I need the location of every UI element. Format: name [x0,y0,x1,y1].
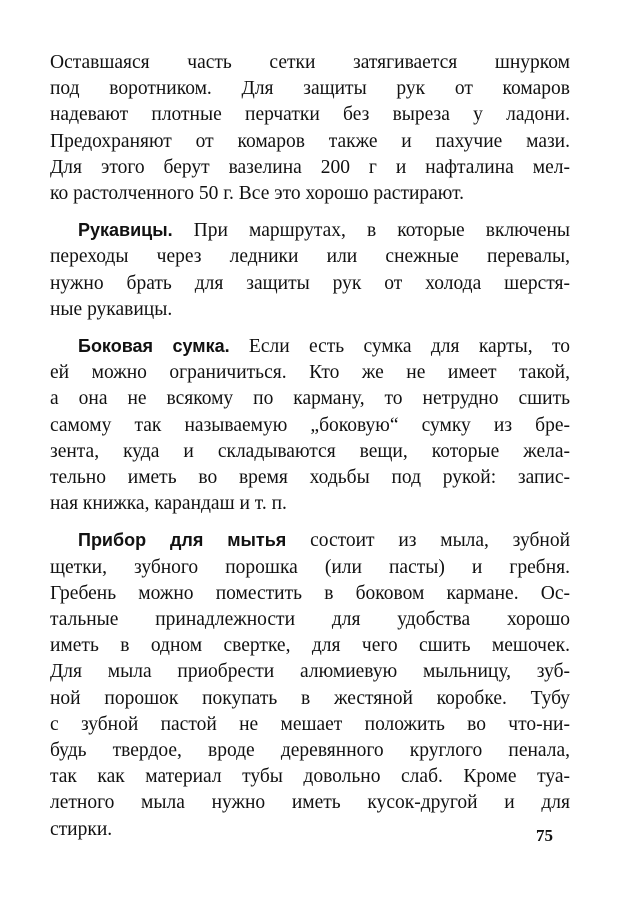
section-heading-washing-kit: Прибор для мытья [78,530,287,551]
text-line: состоит из мыла, зубной [286,530,571,552]
text-line: а она не всякому по карману, то нетрудно сшить [50,388,570,410]
text-line-first [50,527,570,554]
text-line: Оставшаяся часть сетки затягивается шнурком [50,52,570,73]
text-line: нужно брать для защиты рук от холода шерстя- [50,272,570,294]
text-line: щетки, зубного порошка (или пасты) и гребня. [50,556,570,578]
text-line-first [50,333,570,360]
paragraph-mosquito-protection [50,50,570,207]
section-heading-mittens: Рукавицы. [78,220,173,241]
text-line: летного мыла нужно иметь кусок-другой и для [50,792,570,814]
text-line: ей можно ограничиться. Кто же не имеет такой, [50,362,570,384]
paragraph-washing-kit [50,527,570,842]
text-line: ная книжка, карандаш и т. п. [50,493,287,515]
text-line: Предохраняют от комаров также и пахучие мази. [50,130,570,152]
page-number: 75 [536,826,553,845]
paragraph-mittens [50,217,570,323]
text-line: стирки. [50,818,113,840]
text-line: иметь в одном свертке, для чего сшить мешочек. [50,635,570,657]
text-line: будь твердое, вроде деревянного круглого пенала, [50,740,570,762]
text-line: Для этого берут вазелина 200 г и нафталина мел- [50,156,570,178]
text-line: Для мыла приобрести алюмиевую мыльницу, зуб- [50,661,570,683]
text-line: надевают плотные перчатки без выреза у ладони. [50,104,570,126]
text-line: тельно иметь во время ходьбы под рукой: запис- [50,467,570,489]
text-line: самому так называемую „боковую“ сумку из бре- [50,414,570,436]
section-heading-side-bag: Боковая сумка. [78,336,230,357]
text-line: с зубной пастой не мешает положить во что-ни- [50,713,570,735]
paragraph-side-bag [50,333,570,517]
text-line: переходы через ледники или снежные перевалы, [50,246,570,268]
text-line: тальные принадлежности для удобства хорошо [50,609,570,631]
text-line: ной порошок покупать в жестяной коробке. Тубу [50,687,570,709]
text-line: зента, куда и складываются вещи, которые жела- [50,440,570,462]
text-line-first [50,217,570,244]
text-line: При маршрутах, в которые включены [172,220,570,242]
text-line: Если есть сумка для карты, то [229,336,570,358]
page-body [50,50,570,853]
text-line: Гребень можно поместить в боковом кармане. Ос- [50,582,570,604]
text-line: ные рукавицы. [50,298,173,320]
text-line: под воротником. Для защиты рук от комаров [50,78,570,100]
text-line: ко растолченного 50 г. Все это хорошо растирают. [50,183,465,205]
text-line: так как материал тубы довольно слаб. Кроме туа- [50,766,570,788]
